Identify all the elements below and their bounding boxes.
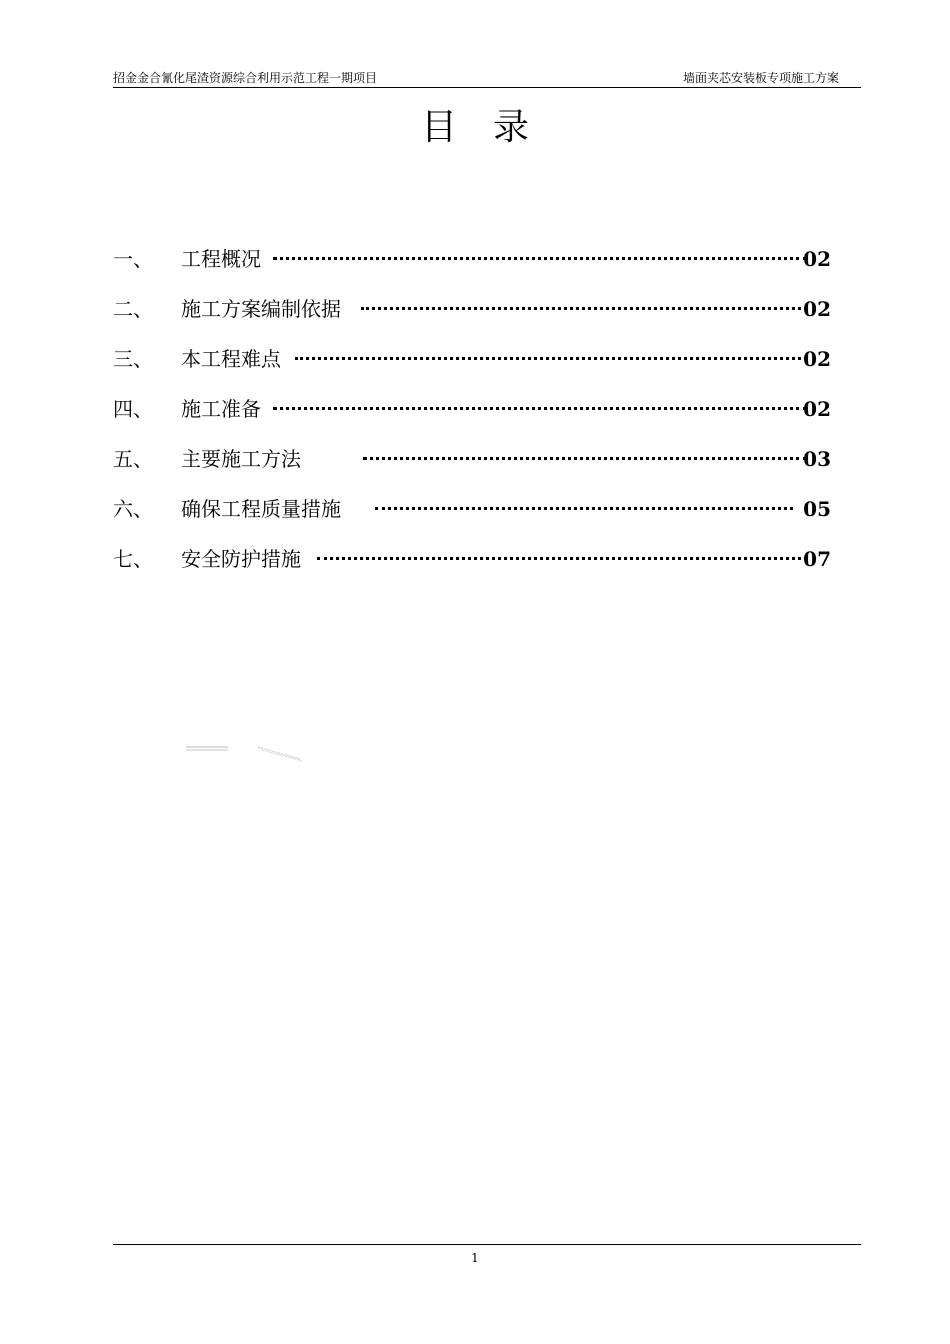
toc-entry-page: 02: [803, 347, 831, 371]
toc-entry-number: 三、: [113, 347, 153, 371]
toc-entry-number: 四、: [113, 397, 153, 421]
toc-entry-page: 03: [803, 447, 831, 471]
toc-entry-label: 工程概况: [181, 247, 261, 271]
toc-leader-dots: [363, 457, 807, 460]
page-header: [113, 70, 861, 88]
page-title: [0, 104, 950, 152]
page-number: 1: [471, 1251, 479, 1265]
footer-rule: [113, 1244, 861, 1245]
toc-leader-dots: [295, 357, 807, 360]
toc-entry-page: 07: [803, 547, 831, 571]
toc-entry[interactable]: [113, 344, 833, 394]
toc-entry[interactable]: [113, 444, 833, 494]
toc-entry-label: 本工程难点: [181, 347, 281, 371]
faint-scribble-mark: [184, 744, 314, 766]
toc-entry-label: 主要施工方法: [181, 447, 301, 471]
toc-entry[interactable]: [113, 544, 833, 594]
toc-entry-number: 二、: [113, 297, 153, 321]
toc-entry[interactable]: [113, 244, 833, 294]
toc-entry[interactable]: [113, 494, 833, 544]
toc-entry-number: 七、: [113, 547, 153, 571]
toc-entry[interactable]: [113, 294, 833, 344]
toc-entry-label: 确保工程质量措施: [181, 497, 341, 521]
toc-entry-label: 施工方案编制依据: [181, 297, 341, 321]
toc-leader-dots: [361, 307, 807, 310]
toc-leader-dots: [273, 257, 807, 260]
toc-entry-page: 05: [803, 497, 831, 521]
table-of-contents: [113, 244, 833, 594]
toc-entry[interactable]: [113, 394, 833, 444]
toc-entry-number: 五、: [113, 447, 153, 471]
toc-entry-page: 02: [803, 397, 831, 421]
toc-leader-dots: [375, 507, 793, 510]
header-project-name: 招金金合氰化尾渣资源综合利用示范工程一期项目: [113, 71, 378, 85]
toc-entry-label: 安全防护措施: [181, 547, 301, 571]
toc-entry-number: 六、: [113, 497, 153, 521]
toc-entry-page: 02: [803, 297, 831, 321]
title-char-2: 录: [493, 107, 530, 148]
toc-entry-label: 施工准备: [181, 397, 261, 421]
toc-leader-dots: [317, 557, 807, 560]
toc-leader-dots: [273, 407, 807, 410]
toc-entry-number: 一、: [113, 247, 153, 271]
toc-entry-page: 02: [803, 247, 831, 271]
title-char-1: 目: [420, 107, 457, 148]
header-document-name: 墙面夹芯安装板专项施工方案: [682, 71, 839, 85]
